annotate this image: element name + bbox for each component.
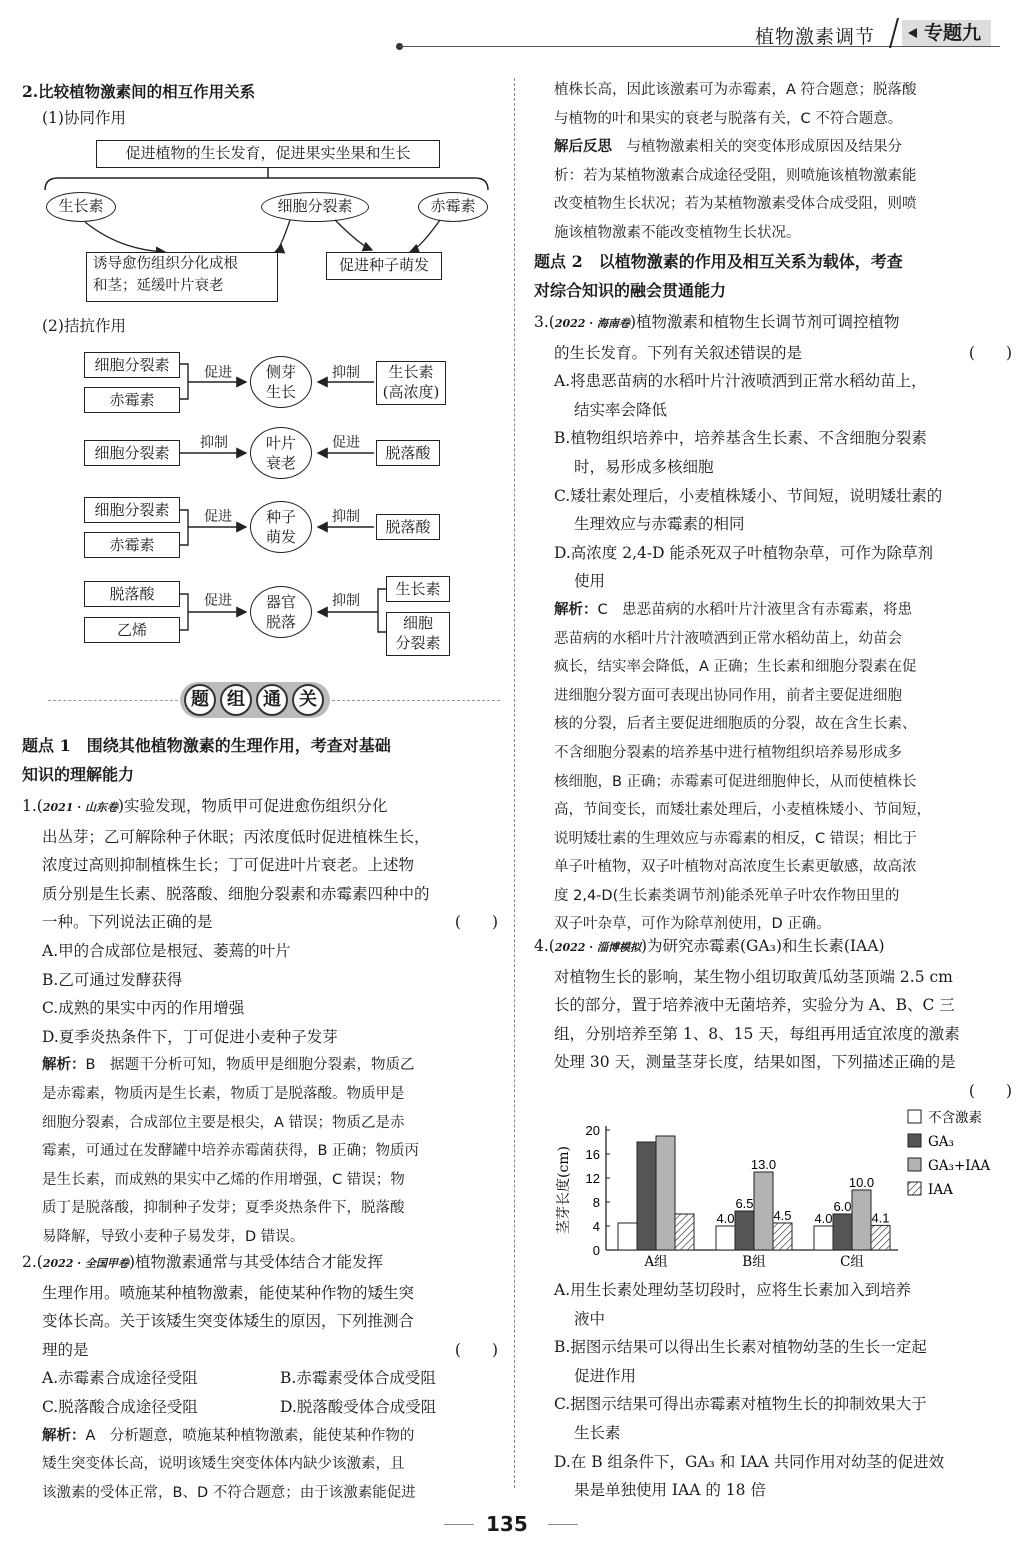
ant-row1-center <box>250 356 312 408</box>
subsection-synergy: (1)协同作用 <box>42 109 126 127</box>
subsection-antagonism: (2)拮抗作用 <box>42 317 126 335</box>
bar <box>754 1172 773 1250</box>
q3-analysis-line: 说明矮壮素的生理效应与赤霉素的相反，C 错误；相比于 <box>554 830 917 847</box>
q2-stem-first <box>22 1248 498 1279</box>
banner-char: 关 <box>292 684 324 716</box>
ant-row4-right-line: 分裂素 <box>395 634 441 652</box>
category-label: A组 <box>644 1254 668 1270</box>
ant-row2-inhibit: 促进 <box>332 435 360 451</box>
q1-analysis-line: 质丁是脱落酸，抑制种子发芽；夏季炎热条件下，脱落酸 <box>42 1200 405 1217</box>
ant-row4-inhibit: 抑制 <box>332 593 360 609</box>
q1-analysis-line: 霉素，可通过在发酵罐中培养赤霉菌获得，B 正确；物质丙 <box>42 1143 420 1160</box>
q1-stem-line: 质分别是生长素、脱落酸、细胞分裂素和赤霉素四种中的 <box>42 884 430 903</box>
banner-dash-right <box>332 700 500 701</box>
ant-row3-center-line: 萌发 <box>265 528 296 546</box>
ant-row2-center-line: 叶片 <box>265 434 296 452</box>
synergy-top-box: 促进植物的生长发育，促进果实坐果和生长 <box>96 140 440 168</box>
y-tick-label: 8 <box>592 1195 600 1210</box>
q4-option-line: B.据图示结果可以得出生长素对植物幼茎的生长一定起 <box>554 1338 927 1357</box>
q1-num: 1.( <box>22 797 43 815</box>
q3-analysis-line: 疯长，结实率会降低，A 正确；生长素和细胞分裂素在促 <box>554 659 917 676</box>
q1-option-d: D.夏季炎热条件下，丁可促进小麦种子发芽 <box>42 1027 338 1046</box>
q4-option-a <box>534 1276 1012 1333</box>
page-number-rule-left <box>444 1524 474 1525</box>
q4-option-line: C.据图示结果可得出赤霉素对植物生长的抑制效果大于 <box>554 1395 927 1414</box>
header-separator <box>889 18 899 48</box>
legend-label: GA₃ <box>928 1134 954 1150</box>
data-label: 13.0 <box>750 1157 777 1172</box>
q1-stem-line: 浓度过高则抑制植株生长；丁可促进叶片衰老。上述物 <box>42 856 415 875</box>
y-tick-label: 0 <box>592 1243 600 1258</box>
q3-analysis-line: 核细胞，B 正确；赤霉素可促进细胞伸长，从而使植株长 <box>554 773 917 790</box>
q3-analysis-line: 不含细胞分裂素的培养基中进行植物组织培养易形成多 <box>554 744 902 761</box>
q3-stem-line: 的生长发育。下列有关叙述错误的是 <box>554 343 803 362</box>
synergy-box-left-line: 诱导愈伤组织分化成根 <box>93 256 238 272</box>
q3-option-line: 生理效应与赤霉素的相同 <box>574 515 745 534</box>
reflection-line: 析：若为某植物激素合成途径受阻，则喷施该植物激素能 <box>554 167 917 184</box>
q4-stem-first <box>534 932 1012 963</box>
synergy-oval-auxin: 生长素 <box>46 192 116 222</box>
q4-stem-line: 组，分别培养至第 1、8、15 天，每组再用适宜浓度的激素 <box>554 1024 960 1043</box>
q3-option-line: 结实率会降低 <box>574 400 668 419</box>
q2-options-row1 <box>22 1364 498 1393</box>
bar <box>773 1223 792 1250</box>
ant-row4-center <box>250 586 312 638</box>
q2-stem-line: 生理作用。喷施某种植物激素，能使某种作物的矮生突 <box>42 1283 415 1302</box>
legend-swatch <box>908 1134 921 1147</box>
q1-option-a: A.甲的合成部位是根冠、萎蔫的叶片 <box>42 941 291 960</box>
legend-swatch <box>908 1158 921 1171</box>
q3-analysis-line: 核的分裂，后者主要促进细胞质的分裂，故在含生长素、 <box>554 716 917 733</box>
question-3 <box>534 308 1012 939</box>
q2-option-d: D.脱落酸受体合成受阻 <box>280 1397 437 1416</box>
q2-analysis <box>22 1422 498 1508</box>
legend-label: IAA <box>928 1182 953 1198</box>
q3-analysis-label: 解析： <box>554 601 598 618</box>
q4-options <box>534 1276 1012 1505</box>
ant-row3-center <box>250 501 312 553</box>
banner-dash-left <box>48 700 178 701</box>
reflection-line: 改变植物生长状况；若为某植物激素受体合成受阻，则喷 <box>554 196 917 213</box>
legend-swatch <box>908 1110 921 1123</box>
bar <box>716 1226 735 1250</box>
y-tick-label: 16 <box>585 1147 600 1162</box>
banner-char: 题 <box>184 684 216 716</box>
topic2-heading <box>534 248 1012 305</box>
ant-row4-promote: 促进 <box>204 593 232 609</box>
q1-analysis-line: 易降解，导致小麦种子易发芽，D 错误。 <box>42 1228 305 1245</box>
q4-stem-line: )为研究赤霉素(GA₃)和生长素(IAA) <box>640 937 885 955</box>
ant-row3-center-line: 种子 <box>265 508 296 526</box>
ant-row1-left-1: 细胞分裂素 <box>84 352 180 378</box>
q1-answer-paren: ( ) <box>454 913 498 932</box>
q2-stem-line: 理的是 <box>42 1340 89 1359</box>
q1-analysis-line: 是生长素，而成熟的果实中乙烯的作用增强，C 错误；物 <box>42 1171 405 1188</box>
category-label: C组 <box>840 1254 864 1270</box>
q2-stem-line: )植物激素通常与其受体结合才能发挥 <box>128 1253 384 1271</box>
data-label: 4.5 <box>773 1208 792 1223</box>
q4-option-b <box>534 1333 1012 1390</box>
q1-analysis-line: B 据题干分析可知，物质甲是细胞分裂素，物质乙 <box>85 1057 415 1074</box>
ant-row4-right-line: 细胞 <box>402 614 433 632</box>
ant-row1-inhibit: 抑制 <box>332 365 360 381</box>
q3-option-line: D.高浓度 2,4-D 能杀死双子叶植物杂草，可作为除草剂 <box>554 543 933 562</box>
y-tick-label: 12 <box>585 1171 600 1186</box>
ant-row3-left-2: 赤霉素 <box>84 532 180 558</box>
q4-option-line: A.用生长素处理幼茎切段时，应将生长素加入到培养 <box>554 1281 912 1299</box>
q4-option-line: 生长素 <box>574 1423 621 1442</box>
q1-option-b: B.乙可通过发酵获得 <box>42 970 183 989</box>
q1-stem-line: 出丛芽；乙可解除种子休眠；丙浓度低时促进植株生长， <box>42 827 430 846</box>
q3-num: 3.( <box>534 313 555 331</box>
ant-row4-right-2 <box>386 612 450 656</box>
banner-char: 通 <box>256 684 288 716</box>
bar <box>852 1190 871 1250</box>
legend-swatch <box>908 1182 921 1195</box>
q3-option-line: C.矮壮素处理后，小麦植株矮小、节间短，说明矮壮素的 <box>554 486 943 505</box>
q4-option-line: 果是单独使用 IAA 的 18 倍 <box>574 1481 766 1500</box>
ant-row4-center-line: 器官 <box>265 593 296 611</box>
q3-analysis-line: 双子叶杂草，可作为除草剂使用，D 正确。 <box>554 916 831 933</box>
q2-num: 2.( <box>22 1253 43 1271</box>
ant-row3-inhibit: 抑制 <box>332 509 360 525</box>
q2-stem-last <box>22 1336 498 1365</box>
q2-analysis-line: 矮生突变体长高，说明该矮生突变体体内缺少该激素，且 <box>42 1456 405 1473</box>
section-title: 2.比较植物激素间的相互作用关系 <box>22 82 256 101</box>
y-tick-label: 4 <box>592 1219 600 1234</box>
question-2 <box>22 1248 498 1507</box>
q2-analysis-line: 该激素的受体正常，B、D 不符合题意；由于该激素能促进 <box>42 1484 416 1501</box>
ant-row1-right <box>376 361 446 405</box>
q3-stem-last <box>534 339 1012 368</box>
ant-row1-promote: 促进 <box>204 365 232 381</box>
q1-analysis-label: 解析： <box>42 1057 86 1074</box>
q2-option-a: A.赤霉素合成途径受阻 <box>42 1369 198 1388</box>
bar <box>618 1223 637 1250</box>
q2-option-b: B.赤霉素受体合成受阻 <box>280 1369 436 1388</box>
q2-option-c: C.脱落酸合成途径受阻 <box>42 1397 198 1416</box>
q4-num: 4.( <box>534 937 555 955</box>
page-number: 135 <box>486 1512 528 1536</box>
q3-option-b <box>534 424 1012 481</box>
q2-answer-paren: ( ) <box>454 1340 498 1359</box>
q4-option-d <box>534 1448 1012 1505</box>
q1-option-c: C.成熟的果实中丙的作用增强 <box>42 999 245 1018</box>
q4-stem-line: 对植物生长的影响，某生物小组切取黄瓜幼茎顶端 2.5 cm <box>554 967 953 986</box>
q1-stem-last <box>22 908 498 937</box>
ant-row4-left-1: 脱落酸 <box>84 581 180 607</box>
ant-row1-right-line: (高浓度) <box>382 383 440 401</box>
q4-option-line: 促进作用 <box>574 1366 637 1385</box>
q3-analysis-line: 度 2,4-D(生长素类调节剂)能杀死单子叶农作物田里的 <box>554 887 900 904</box>
q3-option-a <box>534 367 1012 424</box>
q3-option-line: 使用 <box>574 572 606 591</box>
q3-option-line: B.植物组织培养中，培养基含生长素、不含细胞分裂素 <box>554 429 927 448</box>
q4-source: 2022 · 淄博模拟 <box>554 941 641 954</box>
q1-stem-line: )实验发现，物质甲可促进愈伤组织分化 <box>117 797 388 815</box>
data-label: 6.5 <box>735 1196 754 1211</box>
q3-source: 2022 · 海南卷 <box>554 317 630 330</box>
data-label: 4.0 <box>716 1211 735 1226</box>
banner-char: 组 <box>220 684 252 716</box>
synergy-box-right: 促进种子萌发 <box>326 252 442 280</box>
topic2-line: 对综合知识的融会贯通能力 <box>534 280 727 300</box>
q3-analysis-line: 单子叶植物，双子叶植物对高浓度生长素更敏感，故高浓 <box>554 859 917 876</box>
q2-analysis-line: A 分析题意，喷施某种植物激素，能使某种作物的 <box>85 1427 415 1444</box>
q1-analysis <box>22 1051 498 1251</box>
data-label: 10.0 <box>848 1175 875 1190</box>
q1-analysis-line: 是赤霉素，物质丙是生长素，物质丁是脱落酸。物质甲是 <box>42 1085 405 1102</box>
bar <box>675 1214 694 1250</box>
header-topic: 专题九 <box>902 20 991 46</box>
q2-analysis-label: 解析： <box>42 1427 86 1444</box>
ant-row2-center-line: 衰老 <box>265 454 296 472</box>
topic1-line: 知识的理解能力 <box>22 764 135 784</box>
q3-analysis-line: C 患恶苗病的水稻叶片汁液里含有赤霉素，将患 <box>597 601 913 618</box>
bar <box>833 1214 852 1250</box>
q4-option-line: D.在 B 组条件下，GA₃ 和 IAA 共同作用对幼茎的促进效 <box>554 1452 945 1471</box>
q3-option-d <box>534 539 1012 596</box>
q2-source: 2022 · 全国甲卷 <box>42 1257 129 1270</box>
q3-option-line: A.将患恶苗病的水稻叶片汁液喷洒到正常水稻幼苗上， <box>554 372 927 391</box>
reflection-label: 解后反思 <box>554 139 612 156</box>
data-label: 6.0 <box>833 1199 852 1214</box>
ant-row2-promote: 抑制 <box>200 435 228 451</box>
question-4 <box>534 932 1012 1106</box>
synergy-oval-gibberellin: 赤霉素 <box>418 192 488 222</box>
y-axis-label: 茎芽长度(cm) <box>556 1145 572 1235</box>
q4-stem-line: 处理 30 天，测量茎芽长度，结果如图，下列描述正确的是 <box>554 1053 956 1072</box>
q3-option-line: 时，易形成多核细胞 <box>574 457 714 476</box>
bar-chart <box>550 1104 1012 1274</box>
column-divider <box>514 78 515 1488</box>
header-title: 植物激素调节 <box>755 26 876 48</box>
data-label: 4.0 <box>814 1211 833 1226</box>
ant-row2-right: 脱落酸 <box>376 440 440 466</box>
question-1 <box>22 792 498 1252</box>
q1-stem-first <box>22 792 498 823</box>
ant-row1-right-line: 生长素 <box>388 363 434 381</box>
ant-row3-promote: 促进 <box>204 509 232 525</box>
q3-answer-paren: ( ) <box>968 343 1012 362</box>
synergy-box-left-line: 和茎；延缓叶片衰老 <box>93 278 224 294</box>
ant-row3-right: 脱落酸 <box>376 514 440 540</box>
q3-stem-first <box>534 308 1012 339</box>
q4-stem-line: 长的部分，置于培养液中无菌培养，实验分为 A、B、C 三 <box>554 996 955 1015</box>
bar <box>814 1226 833 1250</box>
ant-row2-left: 细胞分裂素 <box>84 440 180 466</box>
ant-row3-left-1: 细胞分裂素 <box>84 497 180 523</box>
bar <box>637 1142 656 1250</box>
data-label: 4.1 <box>871 1210 890 1226</box>
q3-analysis <box>534 596 1012 939</box>
legend-label: GA₃+IAA <box>928 1158 991 1174</box>
q1-analysis-line: 细胞分裂素，合成部位主要是根尖，A 错误；物质乙是赤 <box>42 1114 405 1131</box>
ant-row4-center-line: 脱落 <box>265 613 296 631</box>
q3-analysis-line: 高，节间变长，而矮壮素处理后，小麦植株矮小、节间短， <box>554 802 931 819</box>
q4-option-line: 液中 <box>574 1309 606 1328</box>
ant-row4-right-1: 生长素 <box>386 576 450 602</box>
q3-stem-line: )植物激素和植物生长调节剂可调控植物 <box>629 313 900 331</box>
page-number-rule-right <box>548 1524 578 1525</box>
ant-row2-center <box>250 427 312 479</box>
q1-source: 2021 · 山东卷 <box>42 801 118 814</box>
q2-analysis-line: 植株长高，因此该激素可为赤霉素，A 符合题意；脱落酸 <box>554 82 917 98</box>
q3-option-c <box>534 482 1012 539</box>
q2-options-row2 <box>22 1393 498 1422</box>
bar <box>871 1225 890 1250</box>
topic1-heading <box>22 732 498 789</box>
q2-analysis-line: 与植物的叶和果实的衰老与脱落有关，C 不符合题意。 <box>554 110 903 127</box>
ant-row1-center-line: 侧芽 <box>265 363 296 381</box>
q2-analysis-continued <box>534 76 1012 248</box>
ant-row1-center-line: 生长 <box>265 383 296 401</box>
y-tick-label: 20 <box>585 1123 600 1138</box>
topic2-line: 题点 2 以植物激素的作用及相互关系为载体，考查 <box>534 252 903 271</box>
topic1-line: 题点 1 围绕其他植物激素的生理作用，考查对基础 <box>22 736 391 755</box>
legend-label: 不含激素 <box>928 1110 982 1126</box>
q2-stem-line: 变体长高。关于该矮生突变体矮生的原因，下列推测合 <box>42 1312 415 1331</box>
q3-analysis-line: 进细胞分裂方面可表现出协同作用，前者主要促进细胞 <box>554 687 902 704</box>
reflection-line: 与植物激素相关的突变体形成原因及结果分 <box>612 139 902 156</box>
synergy-oval-cytokinin: 细胞分裂素 <box>261 192 369 222</box>
ant-row1-left-2: 赤霉素 <box>84 387 180 413</box>
ant-row4-left-2: 乙烯 <box>84 617 180 643</box>
bar <box>735 1211 754 1250</box>
q4-option-c <box>534 1390 1012 1447</box>
bar <box>656 1136 675 1250</box>
q3-analysis-line: 恶苗病的水稻叶片汁液喷洒到正常水稻幼苗上，幼苗会 <box>554 630 902 647</box>
q4-answer-paren: ( ) <box>968 1081 1012 1100</box>
q1-stem-line: 一种。下列说法正确的是 <box>42 913 213 932</box>
category-label: B组 <box>742 1254 766 1270</box>
reflection-line: 施该植物激素不能改变植物生长状况。 <box>554 224 801 241</box>
